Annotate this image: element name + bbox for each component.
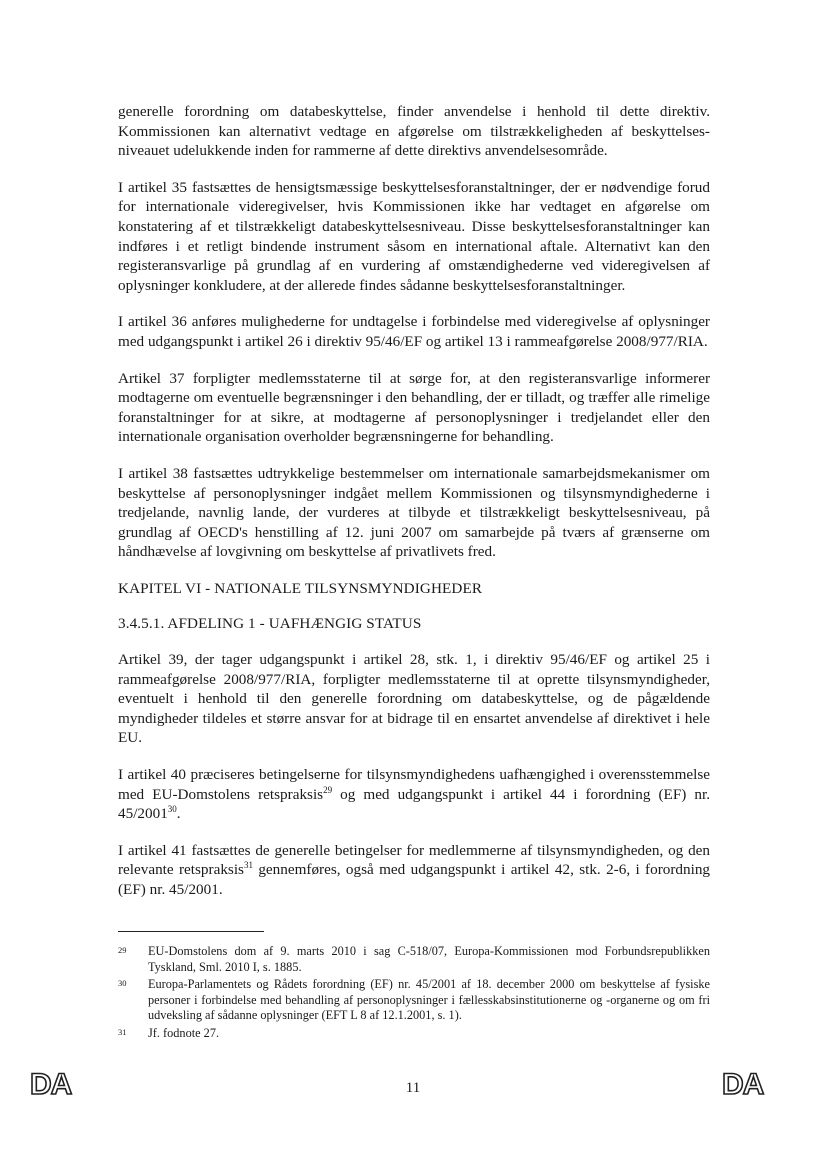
footnote-ref-30[interactable]: 30 bbox=[167, 804, 177, 815]
page-number: 11 bbox=[405, 1080, 421, 1096]
article-40-text-c: . bbox=[176, 805, 181, 823]
paragraph-article-41 bbox=[118, 841, 710, 900]
footnote-text: Europa-Parlamentets og Rådets forordning (EF) nr. 45/2001 af 18. december 2000 om beskyttelse af fysiske personer i forbindelse med behandling af personoplysninger i fællesskabsinstitutionerne og -organerne og om fri udveksling af sådanne oplysninger (EFT L 8 af 12.1.2001, s. 1). bbox=[148, 977, 710, 1023]
language-code-right: DA bbox=[722, 1068, 764, 1101]
paragraph-article-36: I artikel 36 anføres mulighederne for undtagelse i forbindelse med videregivelse af oplysninger med udgangspunkt i artikel 26 i direktiv 95/46/EF og artikel 13 i rammeafgørelse 2008/977/RIA. bbox=[118, 313, 710, 350]
footnote-number: 31 bbox=[118, 1026, 127, 1037]
footnote bbox=[118, 1026, 710, 1042]
chapter-heading: KAPITEL VI - NATIONALE TILSYNSMYNDIGHEDER bbox=[118, 579, 483, 597]
footnote bbox=[118, 944, 710, 975]
footnote-text: Jf. fodnote 27. bbox=[148, 1025, 220, 1040]
footnotes bbox=[118, 944, 710, 1044]
document-body bbox=[118, 102, 710, 917]
footnote-ref-29[interactable]: 29 bbox=[323, 784, 333, 795]
section-heading: 3.4.5.1. AFDELING 1 - UAFHÆNGIG STATUS bbox=[118, 615, 422, 633]
footnote-divider bbox=[118, 931, 264, 932]
article-41-text-a: I artikel 41 fastsættes de generelle betingelser for medlemmerne af tilsynsmyndigheden, og den relevante retspraksis bbox=[118, 841, 710, 879]
language-code-left: DA bbox=[30, 1068, 72, 1101]
footnote-number: 29 bbox=[118, 945, 127, 955]
footnote-ref-31[interactable]: 31 bbox=[243, 860, 253, 871]
article-41-text-b: gennemføres, også med udgangspunkt i artikel 42, stk. 2-6, i forordning (EF) nr. 45/2001. bbox=[118, 861, 711, 898]
article-40-text-a: I artikel 40 præciseres betingelserne for tilsynsmyndighedens uafhængighed i overensstemmelse med EU-Domstolens retspraksis bbox=[118, 766, 710, 803]
paragraph-1: generelle forordning om databeskyttelse, finder anvendelse i henhold til dette direktiv. Kommissionen kan alternativt vedtage en afgørelse om tilstrækkeligheden af beskyttelses-niveauet udelukkende inden for rammerne af dette direktivs anvendelsesområde. bbox=[118, 103, 710, 160]
footnote-text: EU-Domstolens dom af 9. marts 2010 i sag C-518/07, Europa-Kommissionen mod Forbundsrepublikken Tyskland, Sml. 2010 I, s. 1885. bbox=[148, 944, 710, 974]
paragraph-article-38: I artikel 38 fastsættes udtrykkelige bestemmelser om internationale samarbejdsmekanismer om beskyttelse af personoplysninger indgået mellem Kommissionen og tilsynsmyndighederne i tredjelande, navnlig lande, der vurderes at tilbyde et tilstrækkeligt beskyttelsesniveau, på grundlag af OECD's henstilling af 12. juni 2007 om samarbejde på tværs af grænserne om håndhævelse af lovgivning om beskyttelse af privatlivets fred. bbox=[118, 464, 710, 561]
paragraph-article-37: Artikel 37 forpligter medlemsstaterne til at sørge for, at den registeransvarlige informerer modtagerne om eventuelle begrænsninger i den behandling, der er tilladt, og træffer alle rimelige foranstaltninger for at sikre, at modtagerne af personoplysninger i tredjelandet eller den internationale organisation overholder begrænsningerne for behandling. bbox=[118, 369, 710, 446]
paragraph-article-39: Artikel 39, der tager udgangspunkt i artikel 28, stk. 1, i direktiv 95/46/EF og artikel 25 i rammeafgørelse 2008/977/RIA, forpligter medlemsstaterne til at oprette tilsynsmyndigheder, eventuelt i henhold til den generelle forordning om databeskyttelse, og de pågældende myndigheder tildeles et større ansvar for at bidrage til en ensartet anvendelse af direktivet i hele EU. bbox=[118, 651, 710, 747]
paragraph-article-40 bbox=[118, 765, 710, 824]
footnote bbox=[118, 977, 710, 1024]
article-40-text-b: og med udgangspunkt i artikel 44 i forordning (EF) nr. 45/2001 bbox=[118, 785, 710, 823]
paragraph-article-35: I artikel 35 fastsættes de hensigtsmæssige beskyttelsesforanstaltninger, der er nødvendige forud for internationale videregivelser, hvis Kommissionen ikke har vedtaget en afgørelse om konstatering af et tilstrækkeligt databeskyttelsesniveau. Disse beskyttelsesforanstaltninger kan indføres i et retligt bindende instrument såsom en international aftale. Alternativt kan den registeransvarlige på grundlag af en vurdering af omstændighederne ved videregivelsen af oplysninger konkludere, at der allerede findes sådanne beskyttelsesforanstaltninger. bbox=[118, 178, 710, 294]
footnote-number: 30 bbox=[118, 978, 127, 989]
